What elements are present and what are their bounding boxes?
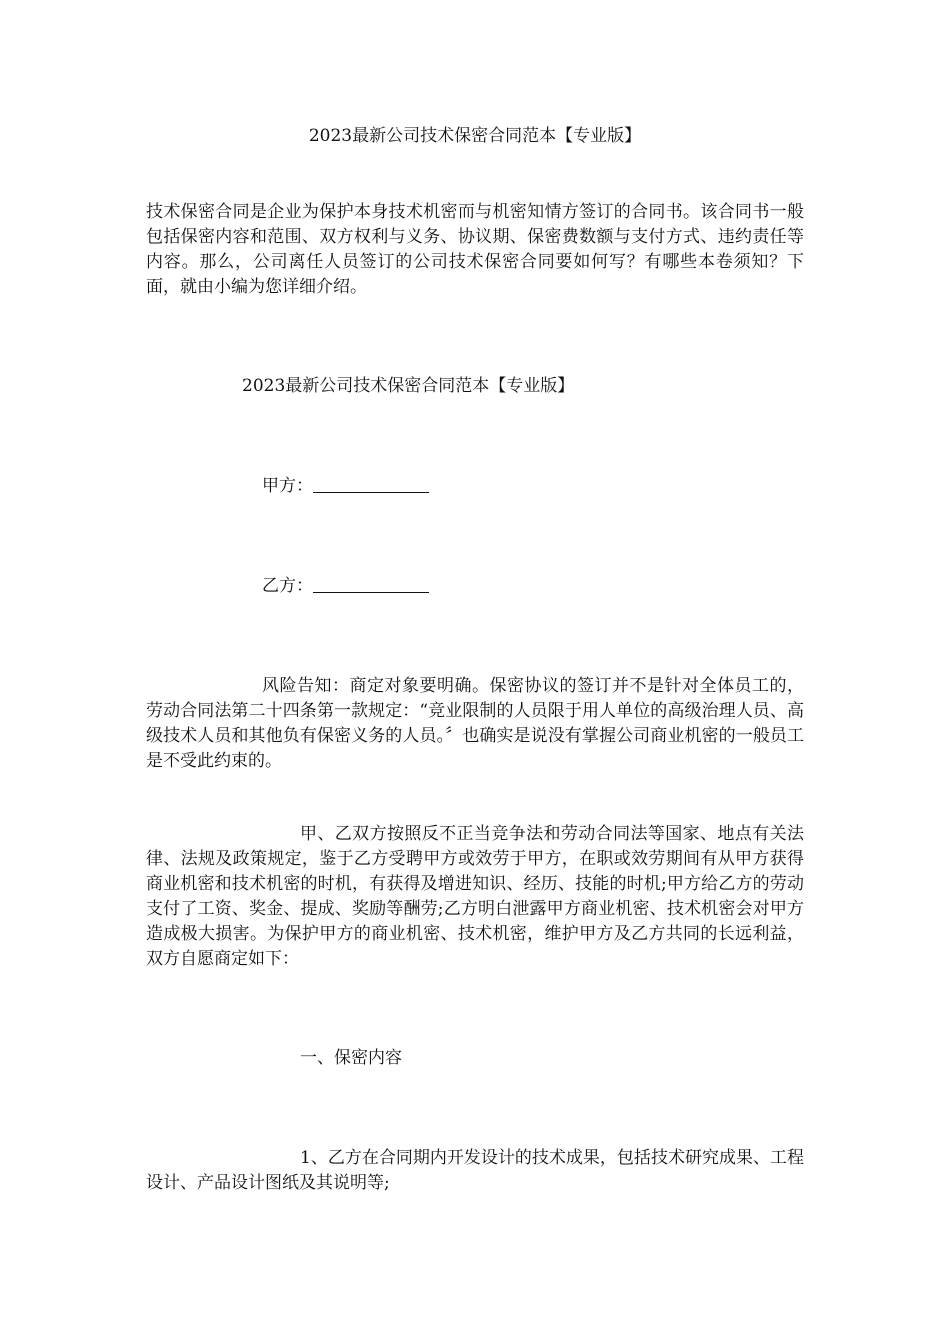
party-a-label: 甲方： — [262, 476, 313, 496]
party-b-label: 乙方： — [262, 576, 313, 596]
section-item: 1、乙方在合同期内开发设计的技术成果，包括技术研究成果、工程设计、产品设计图纸及其说明等; — [146, 1148, 804, 1193]
party-a-blank — [313, 476, 429, 493]
party-b-blank — [313, 576, 429, 593]
document-title: 2023最新公司技术保密合同范本【专业版】 — [308, 126, 642, 146]
section-heading: 一、保密内容 — [300, 1048, 402, 1068]
party-a-line — [262, 474, 762, 499]
risk-notice-paragraph: 风险告知：商定对象要明确。保密协议的签订并不是针对全体员工的，劳动合同法第二十四条第一款规定：“竞业限制的人员限于用人单位的高级治理人员、高级技术人员和其他负有保密义务的人员。〞也确实是说没有掌握公司商业机密的一般员工是不受此约束的。 — [146, 676, 804, 771]
preamble-paragraph: 甲、乙双方按照反不正当竞争法和劳动合同法等国家、地点有关法律、法规及政策规定，鉴于乙方受聘甲方或效劳于甲方，在职或效劳期间有从甲方获得商业机密和技术机密的时机，有获得及增进知识、经历、技能的时机;甲方给乙方的劳动支付了工资、奖金、提成、奖励等酬劳;乙方明白泄露甲方商业机密、技术机密会对甲方造成极大损害。为保护甲方的商业机密、技术机密，维护甲方及乙方共同的长远利益，双方自愿商定如下： — [146, 824, 804, 969]
party-b-line — [262, 574, 762, 599]
contract-title: 2023最新公司技术保密合同范本【专业版】 — [242, 376, 575, 396]
intro-paragraph: 技术保密合同是企业为保护本身技术机密而与机密知情方签订的合同书。该合同书一般包括保密内容和范围、双方权利与义务、协议期、保密费数额与支付方式、违约责任等内容。那么，公司离任人员签订的公司技术保密合同要如何写？有哪些本卷须知？下面，就由小编为您详细介绍。 — [146, 202, 804, 297]
